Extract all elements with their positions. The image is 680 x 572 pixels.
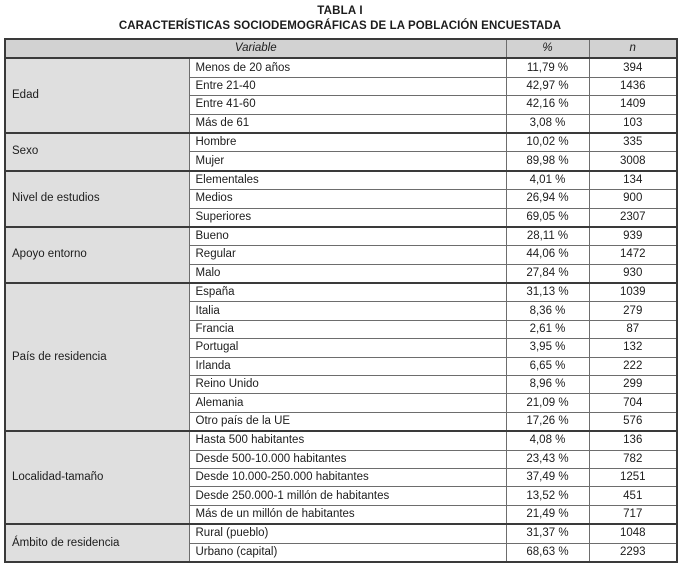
n-cell: 136 <box>589 431 677 450</box>
header-percent: % <box>506 39 589 58</box>
variable-group-label: Edad <box>5 58 189 133</box>
percent-cell: 3,08 % <box>506 114 589 133</box>
percent-cell: 28,11 % <box>506 227 589 246</box>
category-cell: Hombre <box>189 133 506 152</box>
table-title: TABLA I <box>317 5 363 17</box>
n-cell: 782 <box>589 450 677 468</box>
n-cell: 279 <box>589 302 677 320</box>
table-subtitle: CARACTERÍSTICAS SOCIODEMOGRÁFICAS DE LA POBLACIÓN ENCUESTADA <box>118 20 562 32</box>
table-row <box>5 524 677 543</box>
n-cell: 576 <box>589 412 677 431</box>
table-row <box>5 133 677 152</box>
category-cell: Otro país de la UE <box>189 412 506 431</box>
percent-cell: 13,52 % <box>506 487 589 505</box>
n-cell: 939 <box>589 227 677 246</box>
variable-group-label: Sexo <box>5 133 189 171</box>
percent-cell: 2,61 % <box>506 320 589 338</box>
percent-cell: 3,95 % <box>506 339 589 357</box>
percent-cell: 42,97 % <box>506 77 589 95</box>
n-cell: 1251 <box>589 468 677 486</box>
category-cell: Bueno <box>189 227 506 246</box>
n-cell: 1048 <box>589 524 677 543</box>
table-row <box>5 171 677 190</box>
category-cell: Mujer <box>189 152 506 171</box>
n-cell: 930 <box>589 264 677 283</box>
sociodemographic-table <box>4 38 678 563</box>
category-cell: Más de un millón de habitantes <box>189 505 506 524</box>
percent-cell: 4,01 % <box>506 171 589 190</box>
n-cell: 1409 <box>589 96 677 114</box>
category-cell: Desde 10.000-250.000 habitantes <box>189 468 506 486</box>
category-cell: Portugal <box>189 339 506 357</box>
category-cell: Italia <box>189 302 506 320</box>
n-cell: 1436 <box>589 77 677 95</box>
variable-group-label: País de residencia <box>5 283 189 431</box>
n-cell: 717 <box>589 505 677 524</box>
table-caption <box>0 0 680 34</box>
category-cell: Urbano (capital) <box>189 543 506 562</box>
category-cell: Medios <box>189 190 506 208</box>
n-cell: 3008 <box>589 152 677 171</box>
header-n: n <box>589 39 677 58</box>
percent-cell: 89,98 % <box>506 152 589 171</box>
percent-cell: 27,84 % <box>506 264 589 283</box>
table-header-row <box>5 39 677 58</box>
variable-group-label: Nivel de estudios <box>5 171 189 227</box>
category-cell: Desde 250.000-1 millón de habitantes <box>189 487 506 505</box>
percent-cell: 31,13 % <box>506 283 589 302</box>
variable-group-label: Localidad-tamaño <box>5 431 189 524</box>
n-cell: 299 <box>589 376 677 394</box>
percent-cell: 8,96 % <box>506 376 589 394</box>
n-cell: 2293 <box>589 543 677 562</box>
percent-cell: 69,05 % <box>506 208 589 227</box>
n-cell: 134 <box>589 171 677 190</box>
n-cell: 1039 <box>589 283 677 302</box>
category-cell: Irlanda <box>189 357 506 375</box>
table-body <box>5 39 677 562</box>
category-cell: Francia <box>189 320 506 338</box>
category-cell: Regular <box>189 246 506 264</box>
n-cell: 87 <box>589 320 677 338</box>
category-cell: Entre 41-60 <box>189 96 506 114</box>
table-row <box>5 283 677 302</box>
category-cell: Entre 21-40 <box>189 77 506 95</box>
n-cell: 704 <box>589 394 677 412</box>
table-row <box>5 58 677 77</box>
category-cell: Malo <box>189 264 506 283</box>
percent-cell: 17,26 % <box>506 412 589 431</box>
n-cell: 103 <box>589 114 677 133</box>
n-cell: 394 <box>589 58 677 77</box>
percent-cell: 8,36 % <box>506 302 589 320</box>
category-cell: Reino Unido <box>189 376 506 394</box>
percent-cell: 4,08 % <box>506 431 589 450</box>
n-cell: 2307 <box>589 208 677 227</box>
n-cell: 132 <box>589 339 677 357</box>
category-cell: Rural (pueblo) <box>189 524 506 543</box>
percent-cell: 6,65 % <box>506 357 589 375</box>
category-cell: Superiores <box>189 208 506 227</box>
percent-cell: 31,37 % <box>506 524 589 543</box>
percent-cell: 21,49 % <box>506 505 589 524</box>
category-cell: Hasta 500 habitantes <box>189 431 506 450</box>
n-cell: 451 <box>589 487 677 505</box>
variable-group-label: Apoyo entorno <box>5 227 189 283</box>
category-cell: Desde 500-10.000 habitantes <box>189 450 506 468</box>
n-cell: 222 <box>589 357 677 375</box>
percent-cell: 11,79 % <box>506 58 589 77</box>
percent-cell: 26,94 % <box>506 190 589 208</box>
table-row <box>5 227 677 246</box>
category-cell: Más de 61 <box>189 114 506 133</box>
n-cell: 335 <box>589 133 677 152</box>
category-cell: Menos de 20 años <box>189 58 506 77</box>
percent-cell: 37,49 % <box>506 468 589 486</box>
n-cell: 1472 <box>589 246 677 264</box>
percent-cell: 21,09 % <box>506 394 589 412</box>
category-cell: España <box>189 283 506 302</box>
n-cell: 900 <box>589 190 677 208</box>
category-cell: Alemania <box>189 394 506 412</box>
percent-cell: 42,16 % <box>506 96 589 114</box>
percent-cell: 44,06 % <box>506 246 589 264</box>
percent-cell: 68,63 % <box>506 543 589 562</box>
percent-cell: 10,02 % <box>506 133 589 152</box>
percent-cell: 23,43 % <box>506 450 589 468</box>
variable-group-label: Ámbito de residencia <box>5 524 189 562</box>
category-cell: Elementales <box>189 171 506 190</box>
table-row <box>5 431 677 450</box>
header-variable: Variable <box>5 39 506 58</box>
